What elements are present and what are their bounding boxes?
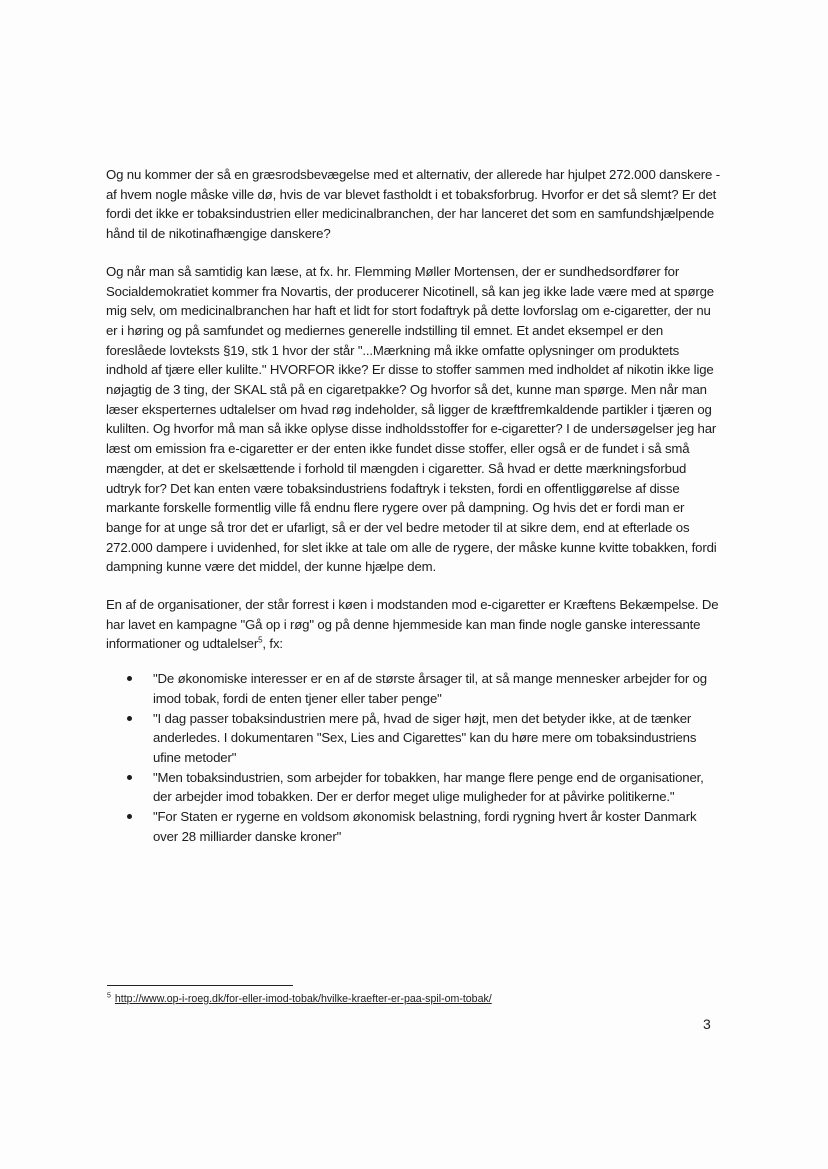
paragraph-legislation: Og når man så samtidig kan læse, at fx. hr. Flemming Møller Mortensen, der er sundhedsordfører for Socialdemokratiet kommer fra Novartis, der producerer Nicotinell, så kan jeg ikke lade være med at spørge mig selv, om medicinalbranchen har haft et lidt for stort fodaftryk på dette lovforslag om e-cigaretter, der nu er i høring og på samfundet og mediernes generelle indstilling til emnet. Et andet eksempel er den foreslåede lovteksts §19, stk 1 hvor der står "...Mærkning må ikke omfatte oplysninger om produktets indhold af tjære eller kulilte." HVORFOR ikke? Er disse to stoffer sammen med indholdet af nikotin ikke lige nøjagtig de 3 ting, der SKAL stå på en cigaretpakke? Og hvorfor så det, kunne man spørge. Men når man læser eksperternes udtalelser om hvad røg indeholder, så ligger de kræftfremkaldende partikler i tjæren og kulilten. Og hvorfor må man så ikke oplyse disse indholdsstoffer for e-cigaretter? I de undersøgelser jeg har læst om emission fra e-cigaretter er der enten ikke fundet disse stoffer, eller også er de fundet i så små mængder, at det er skelsættende i forhold til mængden i cigaretter. Så hvad er dette mærkningsforbud udtryk for? Det kan enten være tobaksindustriens fodaftryk i teksten, fordi en offentliggørelse af disse markante forskelle formentlig ville få endnu flere rygere over på dampning. Og hvis det er fordi man er bange for at unge så tror det er ufarligt, så er der vel bedre metoder til at sikre dem, end at efterlade os 272.000 dampere i uvidenhed, for slet ikke at tale om alle de rygere, der måske kunne kvitte tobakken, fordi dampning kunne være det middel, der kunne hjælpe dem.: [106, 263, 717, 575]
footnote-link[interactable]: http://www.op-i-roeg.dk/for-eller-imod-tobak/hvilke-kraefter-er-paa-spil-om-tobak/: [114, 993, 492, 1005]
paragraph-organisations: [106, 595, 722, 654]
footnote: [107, 992, 492, 1006]
bullet-icon: [127, 775, 132, 780]
bullet-icon: [127, 676, 132, 681]
list-item-text: "Men tobaksindustrien, som arbejder for tobakken, har mange flere penge end de organisationer, der arbejder imod tobakken. Der er derfor meget ulige muligheder for at påvirke politikerne.": [153, 769, 704, 805]
quote-list: [106, 669, 722, 846]
paragraph-organisations-text: En af de organisationer, der står forrest i køen i modstanden mod e-cigaretter er Kræftens Bekæmpelse. De har lavet en kampagne "Gå op i røg" og på denne hjemmeside kan man finde nogle ganske interessante informationer og udtalelser: [106, 597, 719, 652]
bullet-icon: [127, 814, 132, 819]
body-text: [106, 165, 722, 847]
paragraph-grassroots: Og nu kommer der så en græsrodsbevægelse med et alternativ, der allerede har hjulpet 272.000 danskere - af hvem nogle måske ville dø, hvis de var blevet fastholdt i et tobaksforbrug. Hvorfor er det så slemt? Er det fordi det ikke er tobaksindustrien eller medicinalbranchen, der har lanceret det som en samfundshjælpende hånd til de nikotinafhængige danskere?: [106, 167, 720, 242]
footnote-reference: 5: [258, 636, 263, 646]
list-item-text: "I dag passer tobaksindustrien mere på, hvad de siger højt, men det betyder ikke, at de tænker anderledes. I dokumentaren "Sex, Lies and Cigarettes" kan du høre mere om tobaksindustriens ufine metoder": [153, 710, 697, 765]
list-item: [153, 669, 722, 708]
list-item: [153, 768, 722, 807]
list-item: [153, 709, 722, 768]
footnote-separator: [107, 985, 293, 986]
list-item-text: "De økonomiske interesser er en af de største årsager til, at så mange mennesker arbejder for og imod tobak, fordi de enten tjener eller taber penge": [153, 671, 707, 706]
list-item: [153, 807, 722, 846]
bullet-icon: [127, 716, 132, 721]
page-number: 3: [703, 1016, 711, 1032]
list-item-text: "For Staten er rygerne en voldsom økonomisk belastning, fordi rygning hvert år koster Danmark over 28 milliarder danske kroner": [153, 809, 697, 844]
footnote-number: 5: [107, 992, 111, 1000]
paragraph-organisations-suffix: , fx:: [262, 636, 283, 652]
